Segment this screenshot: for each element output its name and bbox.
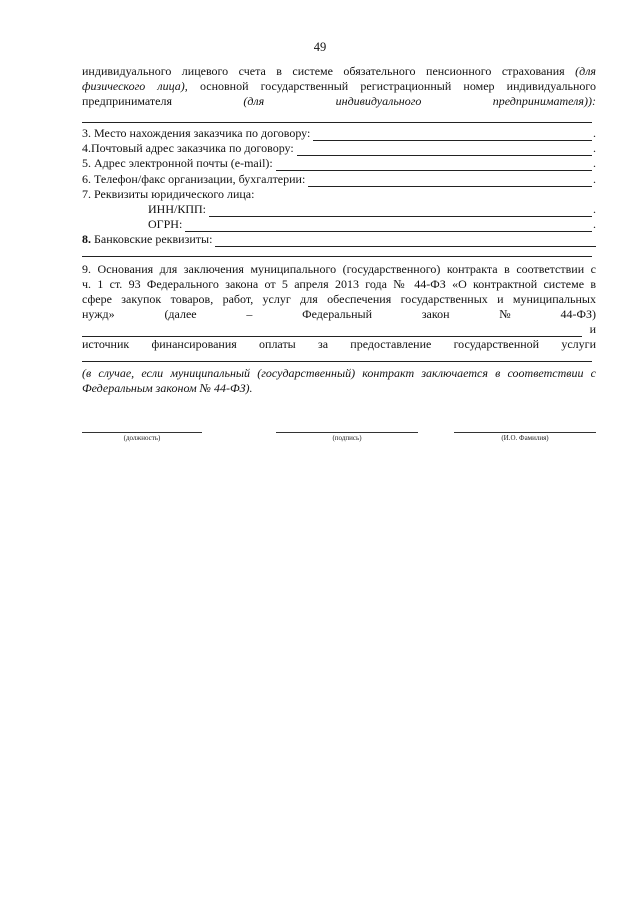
- item9-word: нужд»: [82, 307, 115, 321]
- intro-italic: (для: [575, 64, 597, 78]
- field-label: ИНН/КПП:: [148, 202, 207, 216]
- item9-word: за: [317, 337, 329, 351]
- field-label: 4.Почтовый адрес заказчика по договору:: [82, 141, 294, 155]
- item9-note: (в случае, если муниципальный (государственный) контракт заключается в соответствии с Федеральным законом № 44-ФЗ).: [82, 366, 596, 395]
- item9-word: предоставление: [350, 337, 432, 351]
- item9-word: финансирования: [151, 337, 237, 351]
- blank-line-financing[interactable]: [82, 361, 592, 362]
- field-postal-address: 4.Почтовый адрес заказчика по договору: .: [82, 141, 596, 155]
- intro-line-3: [82, 94, 596, 109]
- item9-line-1: 9. Основания для заключения муниципального (государственного) контракта в соответствии с: [82, 262, 596, 276]
- item9-word: №: [499, 307, 511, 321]
- field-ogrn: ОГРН: .: [148, 217, 596, 231]
- item9-word: 44-ФЗ): [560, 307, 596, 321]
- intro-text: основной государственный регистрационный номер индивидуального: [199, 79, 597, 93]
- field-label: 7. Реквизиты юридического лица:: [82, 187, 255, 201]
- field-blank[interactable]: [297, 145, 592, 156]
- item9-line-2: ч. 1 ст. 93 Федерального закона от 5 апреля 2013 года № 44-ФЗ «О контрактной системе в: [82, 277, 596, 291]
- page-number: 49: [313, 40, 327, 54]
- field-legal-details: [82, 187, 596, 202]
- item9-word: –: [246, 307, 253, 321]
- item9-word: закон: [421, 307, 450, 321]
- intro-italic: физического лица),: [82, 79, 188, 93]
- field-label: 5. Адрес электронной почты (e-mail):: [82, 156, 273, 170]
- item9-word: услуги: [561, 337, 596, 351]
- intro-word: предпринимателя: [82, 94, 172, 108]
- field-email: 5. Адрес электронной почты (e-mail): .: [82, 156, 596, 170]
- item9-line-5: [82, 322, 596, 337]
- field-customer-location: 3. Место нахождения заказчика по договору: .: [82, 126, 596, 140]
- item9-word: источник: [82, 337, 130, 351]
- field-label: 6. Телефон/факс организации, бухгалтерии:: [82, 172, 306, 186]
- field-blank[interactable]: [82, 326, 582, 337]
- item9-word: (далее: [164, 307, 197, 321]
- intro-line-1: [82, 64, 596, 79]
- item9-conjunction: и: [589, 322, 596, 336]
- intro-text: индивидуального лицевого счета в системе обязательного пенсионного страхования: [82, 64, 565, 78]
- item9-line-3: сфере закупок товаров, работ, услуг для обеспечения государственных и муниципальных: [82, 292, 596, 306]
- field-blank[interactable]: [313, 130, 592, 141]
- item9-line-6: [82, 337, 596, 352]
- item9-word: Федеральный: [302, 307, 373, 321]
- blank-line-bank[interactable]: [82, 256, 592, 257]
- field-number: 8.: [82, 232, 91, 246]
- field-phone-fax: 6. Телефон/факс организации, бухгалтерии: .: [82, 172, 596, 186]
- item9-line-4: [82, 307, 596, 322]
- field-blank[interactable]: [209, 206, 592, 217]
- field-blank[interactable]: [276, 160, 592, 171]
- blank-line-intro[interactable]: [82, 122, 592, 123]
- field-label: 3. Место нахождения заказчика по договору:: [82, 126, 311, 140]
- intro-word: индивидуального: [335, 94, 422, 108]
- item9-word: государственной: [453, 337, 540, 351]
- field-label: ОГРН:: [148, 217, 183, 231]
- intro-word: предпринимателя)):: [492, 94, 596, 108]
- signature-name[interactable]: (И.О. Фамилия): [454, 432, 596, 442]
- signature-position[interactable]: (должность): [82, 432, 202, 442]
- field-blank[interactable]: [185, 221, 592, 232]
- signature-sign[interactable]: (подпись): [276, 432, 418, 442]
- intro-line-2: [82, 79, 596, 94]
- intro-word: (для: [243, 94, 265, 108]
- field-blank[interactable]: [308, 176, 592, 187]
- item9-word: оплаты: [259, 337, 296, 351]
- field-blank[interactable]: [215, 236, 596, 247]
- field-bank-details: [82, 232, 596, 247]
- field-inn-kpp: ИНН/КПП: .: [148, 202, 596, 216]
- field-label: Банковские реквизиты:: [94, 232, 213, 246]
